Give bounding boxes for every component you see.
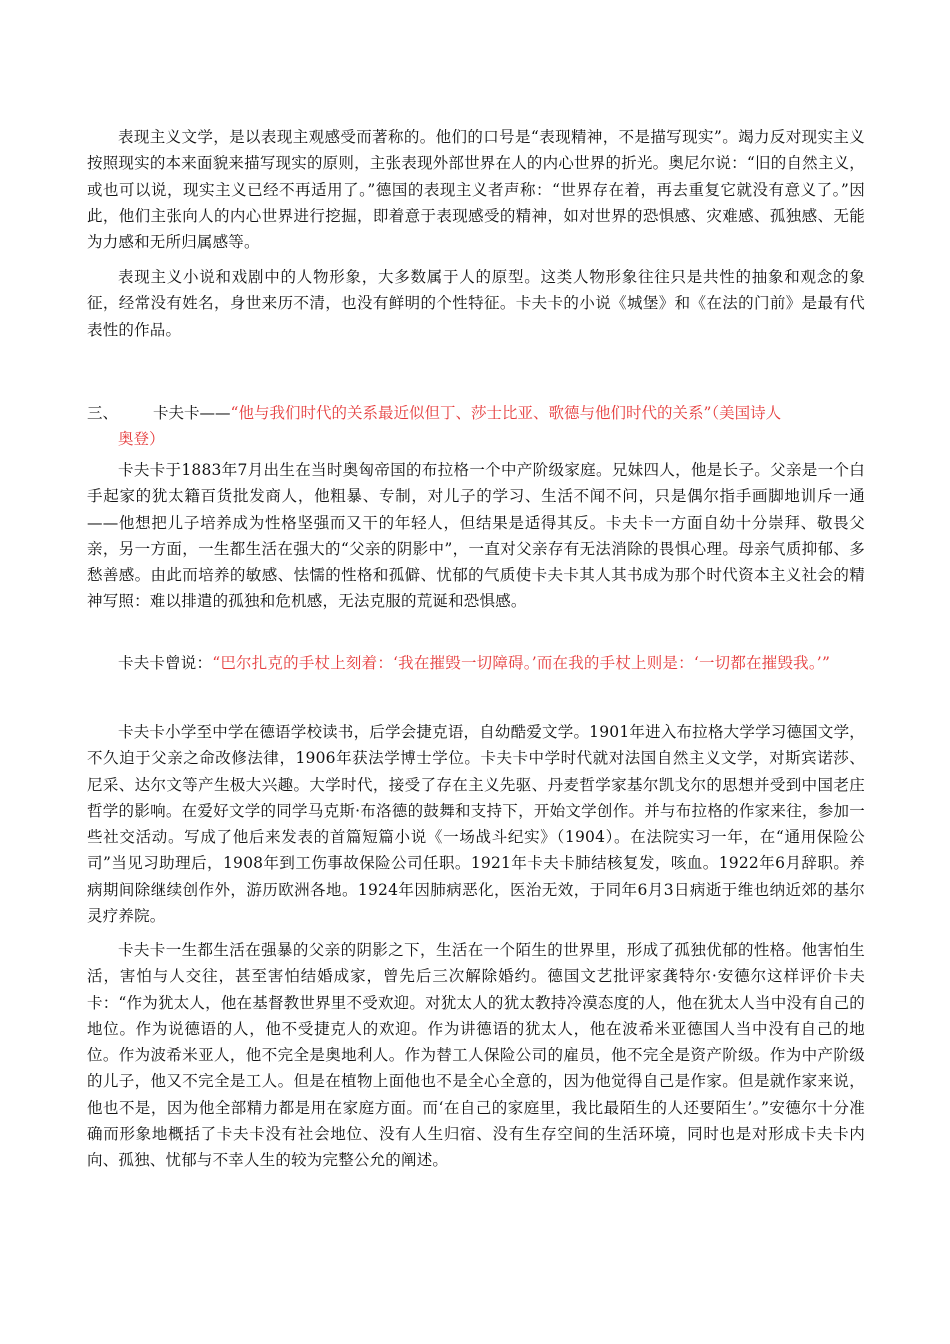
paragraph-kafka-quote <box>87 650 865 676</box>
paragraph-expressionism-characters: 表现主义小说和戏剧中的人物形象，大多数属于人的原型。这类人物形象往往只是共性的抽象和观念的象征，经常没有姓名，身世来历不清，也没有鲜明的个性特征。卡夫卡的小说《城堡》和《在法的门前》是最有代表性的作品。 <box>87 268 865 339</box>
section-heading <box>87 400 877 453</box>
paragraph-kafka-character: 卡夫卡一生都生活在强暴的父亲的阴影之下，生活在一个陌生的世界里，形成了孤独优郁的性格。他害怕生活，害怕与人交往，甚至害怕结婚成家，曾先后三次解除婚约。德国文艺批评家龚特尔·安德尔这样评价卡夫卡：“作为犹太人，他在基督教世界里不受欢迎。对犹太人的犹太教持冷漠态度的人，他在犹太人当中没有自己的地位。作为说德语的人，他不受捷克人的欢迎。作为讲德语的犹太人，他在波希米亚德国人当中没有自己的地位。作为波希米亚人，他不完全是奥地利人。作为替工人保险公司的雇员，他不完全是资产阶级。作为中产阶级的儿子，他又不完全是工人。但是在植物上面他也不是全心全意的，因为他觉得自己是作家。但是就作家来说，他也不是，因为他全部精力都是用在家庭方面。而‘在自己的家庭里，我比最陌生的人还要陌生’。”安德尔十分准确而形象地概括了卡夫卡没有社会地位、没有人生归宿、没有生存空间的生活环境，同时也是对形成卡夫卡内向、孤独、忧郁与不幸人生的较为完整公允的阐述。 <box>87 941 865 1170</box>
paragraph-kafka-education: 卡夫卡小学至中学在德语学校读书，后学会捷克语，自幼酷爱文学。1901年进入布拉格大学学习德国文学，不久迫于父亲之命改修法律，1906年获法学博士学位。卡夫卡中学时代就对法国自然主义文学，对斯宾诺莎、尼采、达尔文等产生极大兴趣。大学时代，接受了存在主义先驱、丹麦哲学家基尔凯戈尔的思想并受到中国老庄哲学的影响。在爱好文学的同学马克斯·布洛德的鼓舞和支持下，开始文学创作。并与布拉格的作家来往，参加一些社交活动。写成了他后来发表的首篇短篇小说《一场战斗纪实》（1904）。在法院实习一年，在“通用保险公司”当见习助理后，1908年到工伤事故保险公司任职。1921年卡夫卡肺结核复发，咳血。1922年6月辞职。养病期间除继续创作外，游历欧洲各地。1924年因肺病恶化，医治无效，于同年6月3日病逝于维也纳近郊的基尔灵疗养院。 <box>87 723 865 926</box>
section-quote-continuation: 奥登） <box>118 430 165 449</box>
section-quote: “他与我们时代的关系最近似但丁、莎士比亚、歌德与他们时代的关系”（美国诗人 <box>230 404 782 422</box>
kafka-quote-text: “巴尔扎克的手杖上刻着：‘我在摧毁一切障碍。’而在我的手杖上则是：‘一切都在摧毁我。’” <box>212 654 831 672</box>
paragraph-expressionism-definition: 表现主义文学，是以表现主观感受而著称的。他们的口号是“表现精神，不是描写现实”。竭力反对现实主义按照现实的本来面貌来描写现实的原则，主张表现外部世界在人的内心世界的折光。奥尼尔说：“旧的自然主义，或也可以说，现实主义已经不再适用了。”德国的表现主义者声称：“世界存在着，再去重复它就没有意义了。”因此，他们主张向人的内心世界进行挖掘，即着意于表现感受的精神，如对世界的恐惧感、灾难感、孤独感、无能为力感和无所归属感等。 <box>87 128 865 252</box>
section-number: 三、 <box>87 404 119 422</box>
kafka-quote-prefix: 卡夫卡曾说： <box>118 654 213 672</box>
paragraph-kafka-biography: 卡夫卡于1883年7月出生在当时奥匈帝国的布拉格一个中产阶级家庭。兄妹四人，他是长子。父亲是一个白手起家的犹太籍百货批发商人，他粗暴、专制，对儿子的学习、生活不闻不问，只是偶尔指手画脚地训斥一通——他想把儿子培养成为性格坚强而又干的年轻人，但结果是适得其反。卡夫卡一方面自幼十分崇拜、敬畏父亲，另一方面，一生都生活在强大的“父亲的阴影中”，一直对父亲存有无法消除的畏惧心理。母亲气质抑郁、多愁善感。由此而培养的敏感、怯懦的性格和孤僻、忧郁的气质使卡夫卡其人其书成为那个时代资本主义社会的精神写照：难以排遣的孤独和危机感，无法克服的荒诞和恐惧感。 <box>87 461 865 611</box>
section-heading-line1 <box>87 400 877 426</box>
section-title: 卡夫卡—— <box>153 404 231 422</box>
